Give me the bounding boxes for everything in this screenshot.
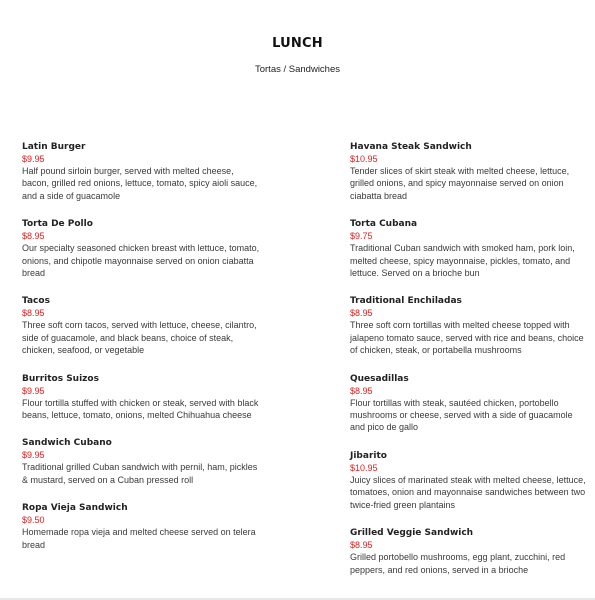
- menu-column-left: [22, 141, 260, 567]
- menu-item: [350, 295, 588, 356]
- menu-item-price: $9.95: [22, 450, 45, 461]
- menu-item-description: Homemade ropa vieja and melted cheese served on telera bread: [22, 527, 256, 550]
- menu-item-price: $8.95: [350, 308, 373, 319]
- menu-item-price: $9.95: [22, 385, 45, 396]
- menu-item-description: Grilled portobello mushrooms, egg plant, zucchini, red peppers, and red onions, served in a brioche: [350, 552, 566, 575]
- menu-item-name: Tacos: [22, 296, 50, 307]
- menu-item-description: Juicy slices of marinated steak with melted cheese, lettuce, tomatoes, onion and mayonnaise sandwiches between two twice-fried green plantains: [350, 474, 586, 510]
- menu-item: [22, 437, 260, 486]
- menu-item-description: Traditional Cuban sandwich with smoked ham, pork loin, melted cheese, spicy mayonnaise, pickles, tomato, and lettuce. Served on a brioche bun: [350, 243, 575, 279]
- menu-item: [22, 502, 260, 551]
- menu-column-right: [350, 141, 588, 592]
- menu-item: [22, 218, 260, 279]
- menu-item-name: Torta Cubana: [350, 219, 418, 230]
- menu-item-price: $8.95: [350, 540, 373, 551]
- menu-item-description: Three soft corn tortillas with melted cheese topped with jalapeno tomato sauce, served with rice and beans, choice of chicken, steak, or portabella mushrooms: [350, 320, 584, 356]
- menu-item-price: $9.95: [22, 154, 45, 164]
- menu-item-description: Flour tortilla stuffed with chicken or steak, served with black beans, lettuce, tomato, onions, melted Chihuahua cheese: [22, 397, 259, 421]
- menu-item-price: $8.95: [22, 308, 45, 319]
- menu-item-name: Sandwich Cubano: [22, 438, 112, 449]
- menu-item-price: $10.95: [350, 154, 378, 164]
- menu-item-description: Three soft corn tacos, served with lettuce, cheese, cilantro, side of guacamole, and black beans, choice of steak, chicken, seafood, or vegetable: [22, 320, 257, 356]
- menu-item-description: Half pound sirloin burger, served with melted cheese, bacon, grilled red onions, lettuce, tomato, spicy aioli sauce, and a side of guacamole: [22, 166, 258, 201]
- menu-item-name: Traditional Enchiladas: [350, 296, 462, 307]
- menu-item-description: Our specialty seasoned chicken breast with lettuce, tomato, onions, and chipotle mayonnaise served on onion ciabatta bread: [22, 243, 260, 279]
- menu-item: [350, 450, 588, 511]
- menu-item-price: $10.95: [350, 462, 378, 473]
- menu-item: [350, 373, 588, 434]
- menu-item: [350, 527, 588, 576]
- page-subtitle: Tortas / Sandwiches: [254, 64, 340, 75]
- menu-item-name: Torta De Pollo: [22, 219, 93, 230]
- menu-item-name: Ropa Vieja Sandwich: [22, 503, 128, 514]
- menu-item-price: $9.50: [22, 515, 45, 526]
- menu-item-name: Burritos Suizos: [22, 373, 99, 384]
- menu-item-description: Tender slices of skirt steak with melted cheese, lettuce, grilled onions, and spicy mayonnaise served on onion ciabatta bread: [350, 166, 570, 201]
- menu-item-price: $9.75: [350, 231, 373, 242]
- menu-item-description: Traditional grilled Cuban sandwich with pernil, ham, pickles & mustard, served on a Cuban pressed roll: [22, 462, 258, 485]
- menu-item: [350, 141, 588, 202]
- menu-item-price: $8.95: [350, 385, 373, 396]
- menu-item-name: Jibarito: [350, 450, 387, 461]
- menu-item-name: Grilled Veggie Sandwich: [350, 528, 474, 539]
- menu-item: [350, 218, 588, 279]
- page-title: LUNCH: [272, 36, 323, 51]
- menu-item: [22, 373, 260, 422]
- menu-header: [0, 35, 595, 76]
- menu-item: [22, 295, 260, 356]
- menu-item-price: $8.95: [22, 231, 45, 242]
- menu-item: [22, 141, 260, 202]
- menu-item-name: Quesadillas: [350, 373, 409, 384]
- menu-item-name: Havana Steak Sandwich: [350, 142, 472, 152]
- menu-item-name: Latin Burger: [22, 142, 86, 152]
- menu-item-description: Flour tortillas with steak, sautéed chicken, portobello mushrooms or cheese, served with a side of guacamole and pico de gallo: [350, 397, 573, 433]
